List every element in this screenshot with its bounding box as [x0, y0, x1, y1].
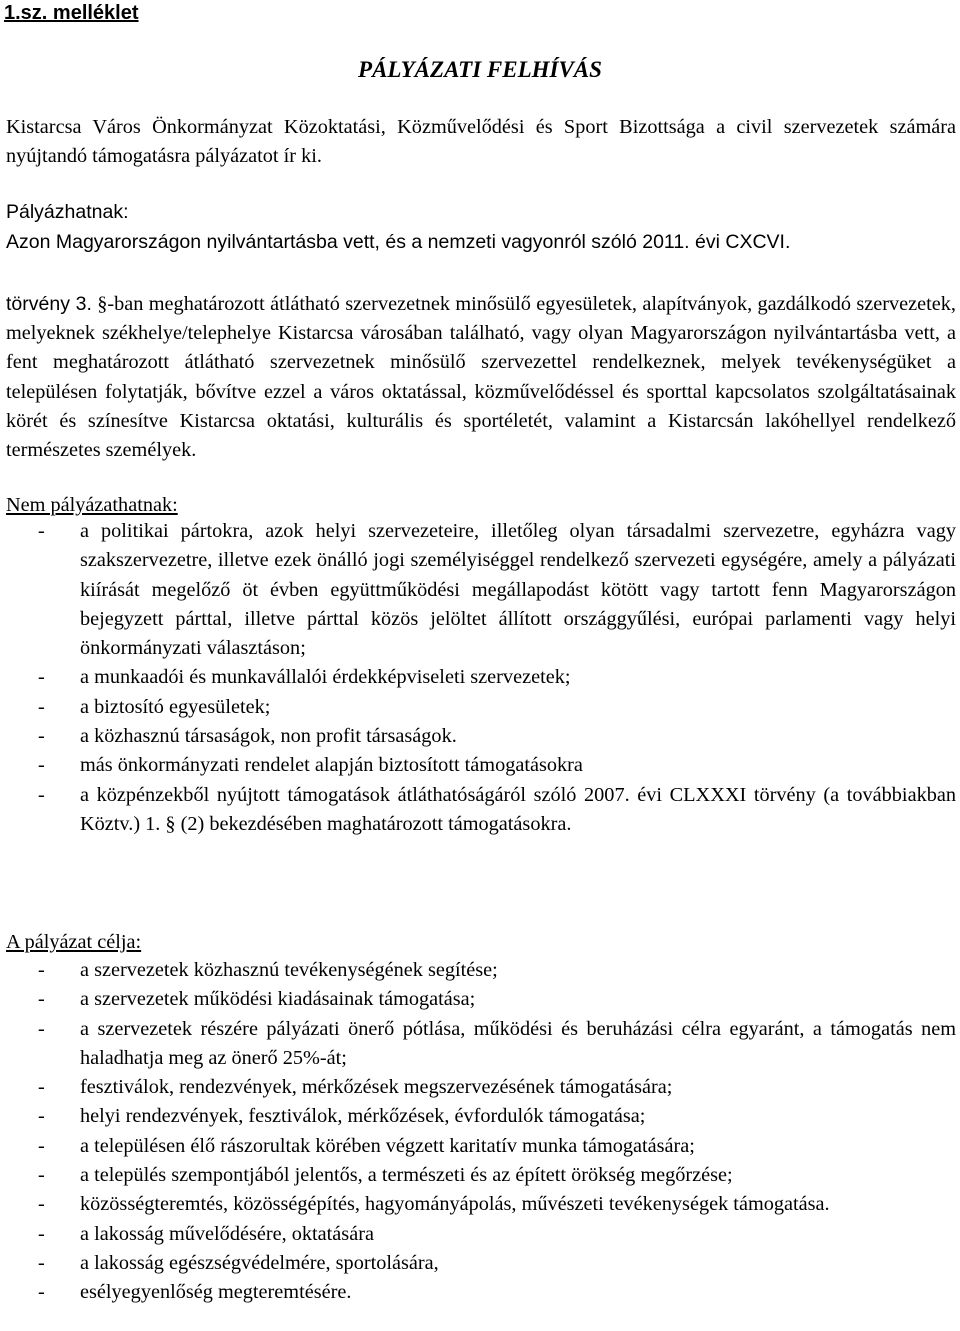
list-item: - a településen élő rászorultak körében végzett karitatív munka támogatására;: [6, 1132, 956, 1161]
eligible-line1-text: Azon Magyarországon nyilvántartásba vett, és a nemzeti vagyonról szóló 2011. évi CXCVI.: [6, 231, 791, 253]
list-item: - a munkaadói és munkavállalói érdekképviseleti szervezetek;: [6, 663, 956, 692]
intro-paragraph: Kistarcsa Város Önkormányzat Közoktatási, Közművelődési és Sport Bizottsága a civil szervezetek számára nyújtandó támogatásra pályázatot ír ki.: [6, 116, 956, 168]
eligible-text: §-ban meghatározott átlátható szervezetnek minősülő egyesületek, alapítványok, gazdálkodó szervezetek, melyeknek székhelye/telephelye Kistarcsa városában található, vagy olyan Magyarországon nyilvántartásba vett, a fent meghatározott átlátható szervezetnek minősülő szervezettel rendelkeznek, melyek tevékenységüket a településen folytatják, bővítve ezzel a város oktatással, közművelődéssel és sporttal kapcsolatos szolgáltatásainak körét és színesítve Kistarcsa oktatási, kulturális és sportéletét, valamint a Kistarcsán lakóhellyel rendelkező természetes személyek.: [6, 293, 956, 462]
not-eligible-heading: Nem pályázathatnak:: [6, 494, 178, 516]
eligible-paragraph: [6, 289, 956, 465]
list-item: - a közpénzekből nyújtott támogatások átláthatóságáról szóló 2007. évi CLXXXI törvény (a továbbiakban Köztv.) 1. § (2) bekezdésében maghatározott támogatásokra.: [6, 781, 956, 840]
list-item: - közösségteremtés, közösségépítés, hagyományápolás, művészeti tevékenységek támogatása.: [6, 1190, 956, 1219]
list-item: - a település szempontjából jelentős, a természeti és az épített örökség megőrzése;: [6, 1161, 956, 1190]
annex-label: 1.sz. melléklet: [4, 2, 139, 24]
not-eligible-list: [6, 517, 956, 839]
list-item: - esélyegyenlőség megteremtésére.: [6, 1278, 956, 1307]
eligible-law-ref: törvény 3.: [6, 293, 92, 315]
page-title: PÁLYÁZATI FELHÍVÁS: [358, 57, 602, 82]
list-item: - a szervezetek működési kiadásainak támogatása;: [6, 985, 956, 1014]
purpose-list: [6, 956, 956, 1308]
list-item: - a biztosító egyesületek;: [6, 693, 956, 722]
list-item: - helyi rendezvények, fesztiválok, mérkőzések, évfordulók támogatása;: [6, 1102, 956, 1131]
list-item: - a szervezetek részére pályázati önerő pótlása, működési és beruházási célra egyaránt, a támogatás nem haladhatja meg az önerő 25%-át;: [6, 1015, 956, 1074]
list-item: - a lakosság művelődésére, oktatására: [6, 1220, 956, 1249]
list-item: - a lakosság egészségvédelmére, sportolására,: [6, 1249, 956, 1278]
list-item: - a közhasznú társaságok, non profit társaságok.: [6, 722, 956, 751]
list-item: - a politikai pártokra, azok helyi szervezeteire, illetőleg olyan társadalmi szervezetre, egyházra vagy szakszervezetre, illetve ezek önálló jogi személyiséggel rendelkező szervezeti egységére, amely a pályázati kiírását megelőző öt évben együttműködési megállapodást kötött vagy tartott fenn Magyarországon bejegyzett párttal, illetve párttal közös jelöltet állított országgyűlési, európai parlamenti vagy helyi önkormányzati választáson;: [6, 517, 956, 663]
eligible-heading: Pályázhatnak:: [6, 201, 129, 223]
purpose-heading: A pályázat célja:: [6, 931, 142, 953]
list-item: - fesztiválok, rendezvények, mérkőzések megszervezésének támogatására;: [6, 1073, 956, 1102]
eligible-line1: [6, 227, 956, 257]
list-item: - a szervezetek közhasznú tevékenységének segítése;: [6, 956, 956, 985]
list-item: - más önkormányzati rendelet alapján biztosított támogatásokra: [6, 751, 956, 780]
